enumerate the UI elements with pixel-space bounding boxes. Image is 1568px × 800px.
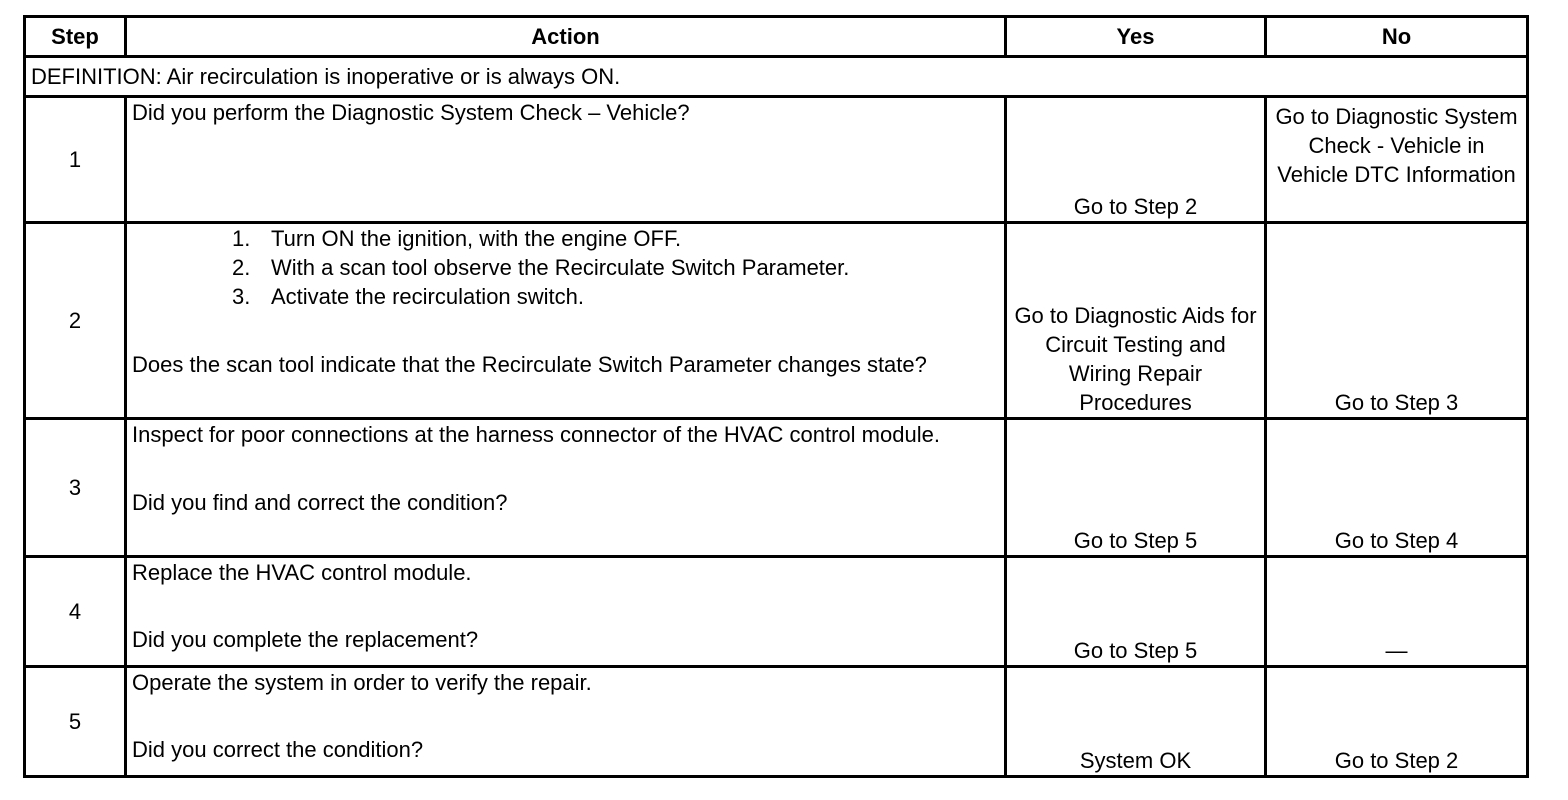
table-row bbox=[25, 667, 1528, 777]
definition-text: DEFINITION: Air recirculation is inoperative or is always ON. bbox=[25, 57, 1528, 97]
substep-text: With a scan tool observe the Recirculate Switch Parameter. bbox=[271, 255, 850, 280]
yes-cell: Go to Step 5 bbox=[1006, 557, 1266, 667]
no-cell: Go to Step 2 bbox=[1266, 667, 1528, 777]
yes-cell: Go to Diagnostic Aids for Circuit Testing and Wiring Repair Procedures bbox=[1006, 223, 1266, 419]
header-action: Action bbox=[126, 17, 1006, 57]
header-yes: Yes bbox=[1006, 17, 1266, 57]
action-cell bbox=[126, 223, 1006, 419]
no-cell: — bbox=[1266, 557, 1528, 667]
diagnostic-table bbox=[23, 15, 1529, 778]
no-cell: Go to Step 4 bbox=[1266, 419, 1528, 557]
no-cell: Go to Step 3 bbox=[1266, 223, 1528, 419]
step-number: 1 bbox=[25, 97, 126, 223]
action-cell bbox=[126, 557, 1006, 667]
substep-list bbox=[132, 224, 999, 311]
substep-text: Activate the recirculation switch. bbox=[271, 284, 585, 309]
header-step: Step bbox=[25, 17, 126, 57]
step-number: 3 bbox=[25, 419, 126, 557]
no-cell: Go to Diagnostic System Check - Vehicle in Vehicle DTC Information bbox=[1266, 97, 1528, 223]
step-number: 5 bbox=[25, 667, 126, 777]
action-text: Did you perform the Diagnostic System Check – Vehicle? bbox=[132, 100, 690, 125]
list-item bbox=[232, 253, 999, 282]
list-item bbox=[232, 282, 999, 311]
table-row bbox=[25, 97, 1528, 223]
substep-number: 1. bbox=[232, 226, 251, 251]
action-cell bbox=[126, 97, 1006, 223]
question-text: Did you correct the condition? bbox=[132, 737, 424, 762]
table-row bbox=[25, 557, 1528, 667]
yes-cell: System OK bbox=[1006, 667, 1266, 777]
definition-row bbox=[25, 57, 1528, 97]
action-cell bbox=[126, 667, 1006, 777]
yes-cell: Go to Step 2 bbox=[1006, 97, 1266, 223]
action-cell bbox=[126, 419, 1006, 557]
action-text: Inspect for poor connections at the harness connector of the HVAC control module. bbox=[132, 422, 940, 447]
question-text: Does the scan tool indicate that the Recirculate Switch Parameter changes state? bbox=[132, 352, 927, 377]
question-text: Did you find and correct the condition? bbox=[132, 490, 508, 515]
substep-number: 3. bbox=[232, 284, 251, 309]
table-row bbox=[25, 223, 1528, 419]
step-number: 4 bbox=[25, 557, 126, 667]
header-row bbox=[25, 17, 1528, 57]
question-text: Did you complete the replacement? bbox=[132, 627, 479, 652]
step-number: 2 bbox=[25, 223, 126, 419]
list-item bbox=[232, 224, 999, 253]
table-row bbox=[25, 419, 1528, 557]
substep-number: 2. bbox=[232, 255, 251, 280]
substep-text: Turn ON the ignition, with the engine OFF. bbox=[271, 226, 682, 251]
header-no: No bbox=[1266, 17, 1528, 57]
yes-cell: Go to Step 5 bbox=[1006, 419, 1266, 557]
action-text: Operate the system in order to verify the repair. bbox=[132, 670, 592, 695]
action-text: Replace the HVAC control module. bbox=[132, 560, 472, 585]
